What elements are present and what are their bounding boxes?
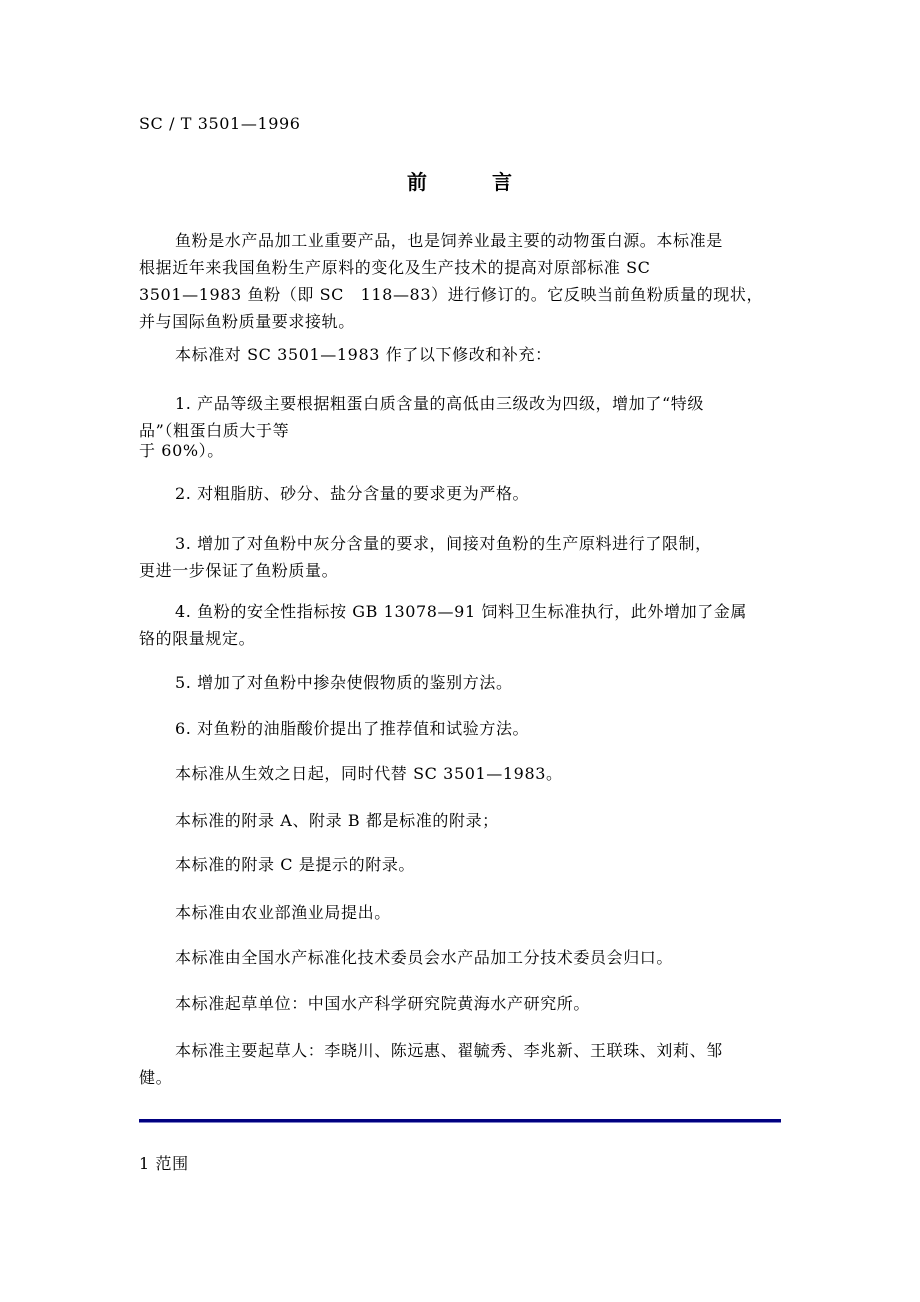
section-divider: [139, 1119, 781, 1123]
paragraph-line: 3. 增加了对鱼粉中灰分含量的要求，间接对鱼粉的生产原料进行了限制，: [175, 534, 712, 553]
preface-heading-char-1: 前: [407, 170, 427, 194]
paragraph-line: 于 60%）。: [139, 441, 224, 460]
paragraph-line: 品”（粗蛋白质大于等: [139, 421, 290, 440]
paragraph-line: 健。: [139, 1068, 173, 1087]
standard-code: SC / T 3501—1996: [139, 114, 301, 133]
paragraph-line: 2. 对粗脂肪、砂分、盐分含量的要求更为严格。: [175, 484, 530, 503]
section-1-title: 1 范围: [139, 1154, 189, 1173]
paragraph-line: 6. 对鱼粉的油脂酸价提出了推荐值和试验方法。: [175, 719, 530, 738]
appendix-normative-paragraph: 本标准的附录 A、附录 B 都是标准的附录；: [175, 811, 499, 830]
replacement-paragraph: 本标准从生效之日起，同时代替 SC 3501—1983。: [175, 764, 563, 783]
proposed-by-paragraph: 本标准由农业部渔业局提出。: [175, 903, 391, 922]
paragraph-line: 并与国际鱼粉质量要求接轨。: [139, 312, 355, 331]
appendix-informative-paragraph: 本标准的附录 C 是提示的附录。: [175, 855, 416, 874]
paragraph-line: 更进一步保证了鱼粉质量。: [139, 561, 339, 580]
jurisdiction-paragraph: 本标准由全国水产标准化技术委员会水产品加工分技术委员会归口。: [175, 948, 674, 967]
paragraph-line: 鱼粉是水产品加工业重要产品，也是饲养业最主要的动物蛋白源。本标准是: [175, 231, 723, 250]
drafting-unit-paragraph: 本标准起草单位：中国水产科学研究院黄海水产研究所。: [175, 994, 591, 1013]
paragraph-line: 5. 增加了对鱼粉中掺杂使假物质的鉴别方法。: [175, 673, 513, 692]
paragraph-line: 1. 产品等级主要根据粗蛋白质含量的高低由三级改为四级，增加了“特级: [175, 394, 704, 413]
paragraph-line: 根据近年来我国鱼粉生产原料的变化及生产技术的提高对原部标准 SC: [139, 258, 651, 277]
paragraph-line: 3501—1983 鱼粉（即 SC 118—83）进行修订的。它反映当前鱼粉质量的现状，: [139, 285, 764, 304]
preface-heading-char-2: 言: [492, 170, 512, 194]
changes-intro-paragraph: 本标准对 SC 3501—1983 作了以下修改和补充：: [175, 345, 552, 364]
paragraph-line: 4. 鱼粉的安全性指标按 GB 13078—91 饲料卫生标准执行，此外增加了金属: [175, 602, 748, 621]
paragraph-line: 铬的限量规定。: [139, 629, 256, 648]
paragraph-line: 本标准主要起草人：李晓川、陈远惠、翟毓秀、李兆新、王联珠、刘莉、邹: [175, 1041, 723, 1060]
